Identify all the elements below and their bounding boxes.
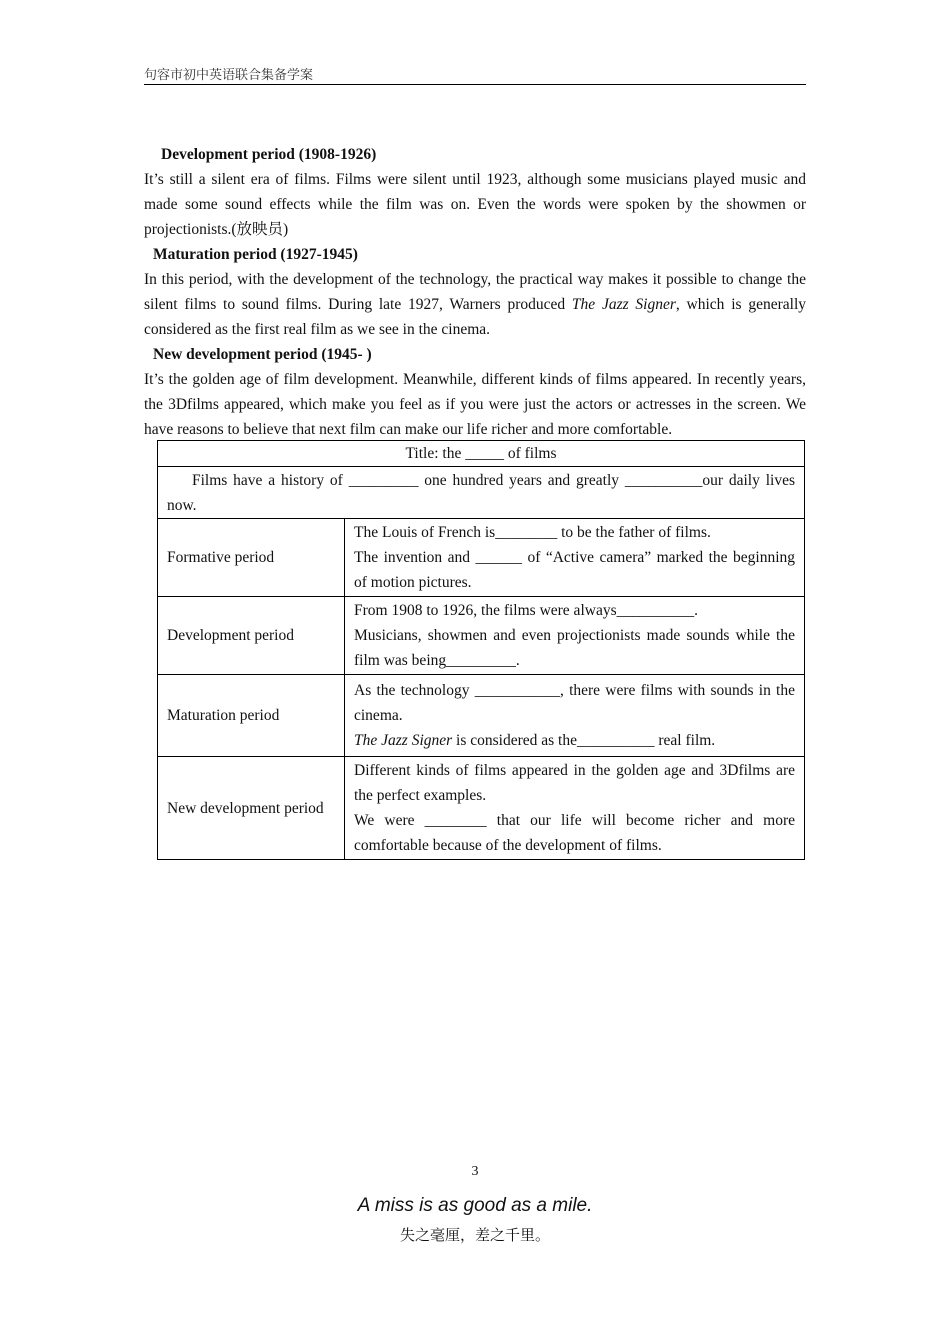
detail-line: From 1908 to 1926, the films were always__________. <box>354 602 698 619</box>
worksheet-intro: Films have a history of _________ one hundred years and greatly __________our daily lives now. <box>158 467 805 519</box>
header-title: 句容市初中英语联合集备学案 <box>144 67 314 82</box>
period-details <box>345 675 805 757</box>
detail-line <box>354 728 795 753</box>
detail-line: The Louis of French is________ to be the father of films. <box>354 524 711 541</box>
new-development-heading: New development period (1945- ) <box>153 346 372 363</box>
period-details <box>345 757 805 860</box>
motto-english: A miss is as good as a mile. <box>357 1195 593 1216</box>
development-heading: Development period (1908-1926) <box>161 146 377 163</box>
new-development-text: It’s the golden age of film development. Meanwhile, different kinds of films appeared. In recently years, the 3Dfilms appeared, which make you feel as if you were just the actors or actresses in the screen. We have reasons to believe that next film can make our life richer and more comfortable. <box>144 371 806 438</box>
maturation-heading: Maturation period (1927-1945) <box>153 246 358 263</box>
worksheet-title: Title: the _____ of films <box>158 441 805 467</box>
period-label: Maturation period <box>158 675 345 757</box>
detail-line: The invention and ______ of “Active camera” marked the beginning of motion pictures. <box>354 549 795 591</box>
period-label: Formative period <box>158 519 345 597</box>
development-text: It’s still a silent era of films. Films were silent until 1923, although some musicians played music and made some sound effects while the film was on. Even the words were spoken by the showmen or projectionists.(放映员) <box>144 171 806 238</box>
maturation-text <box>144 267 806 342</box>
maturation-text-before: In this period, with the development of the technology, the practical way makes it possible to change the silent films to sound films. During late 1927, Warners produced <box>144 271 806 313</box>
detail-line: As the technology ___________, there were films with sounds in the cinema. <box>354 682 795 724</box>
table-row <box>158 597 805 675</box>
table-row <box>158 675 805 757</box>
detail-line: Musicians, showmen and even projectionists made sounds while the film was being_________. <box>354 627 795 669</box>
motto-chinese: 失之毫厘，差之千里。 <box>399 1226 550 1244</box>
period-label: Development period <box>158 597 345 675</box>
film-title: The Jazz Signer <box>571 296 676 313</box>
maturation-text-after: , which is generally considered as the first real film as we see in the cinema. <box>144 296 806 338</box>
period-label: New development period <box>158 757 345 860</box>
detail-line: Different kinds of films appeared in the golden age and 3Dfilms are the perfect examples. <box>354 762 795 804</box>
detail-line: We were ________ that our life will become richer and more comfortable because of the development of films. <box>354 812 795 854</box>
worksheet-table <box>157 440 805 860</box>
page-number <box>0 1163 950 1181</box>
table-row <box>158 519 805 597</box>
page-number-text: 3 <box>471 1164 479 1179</box>
page-header <box>144 65 806 85</box>
reading-passage <box>144 142 806 442</box>
film-title: The Jazz Signer <box>354 732 453 749</box>
period-details <box>345 597 805 675</box>
table-row <box>158 757 805 860</box>
detail-line-rest: is considered as the__________ real film. <box>452 732 716 749</box>
period-details <box>345 519 805 597</box>
